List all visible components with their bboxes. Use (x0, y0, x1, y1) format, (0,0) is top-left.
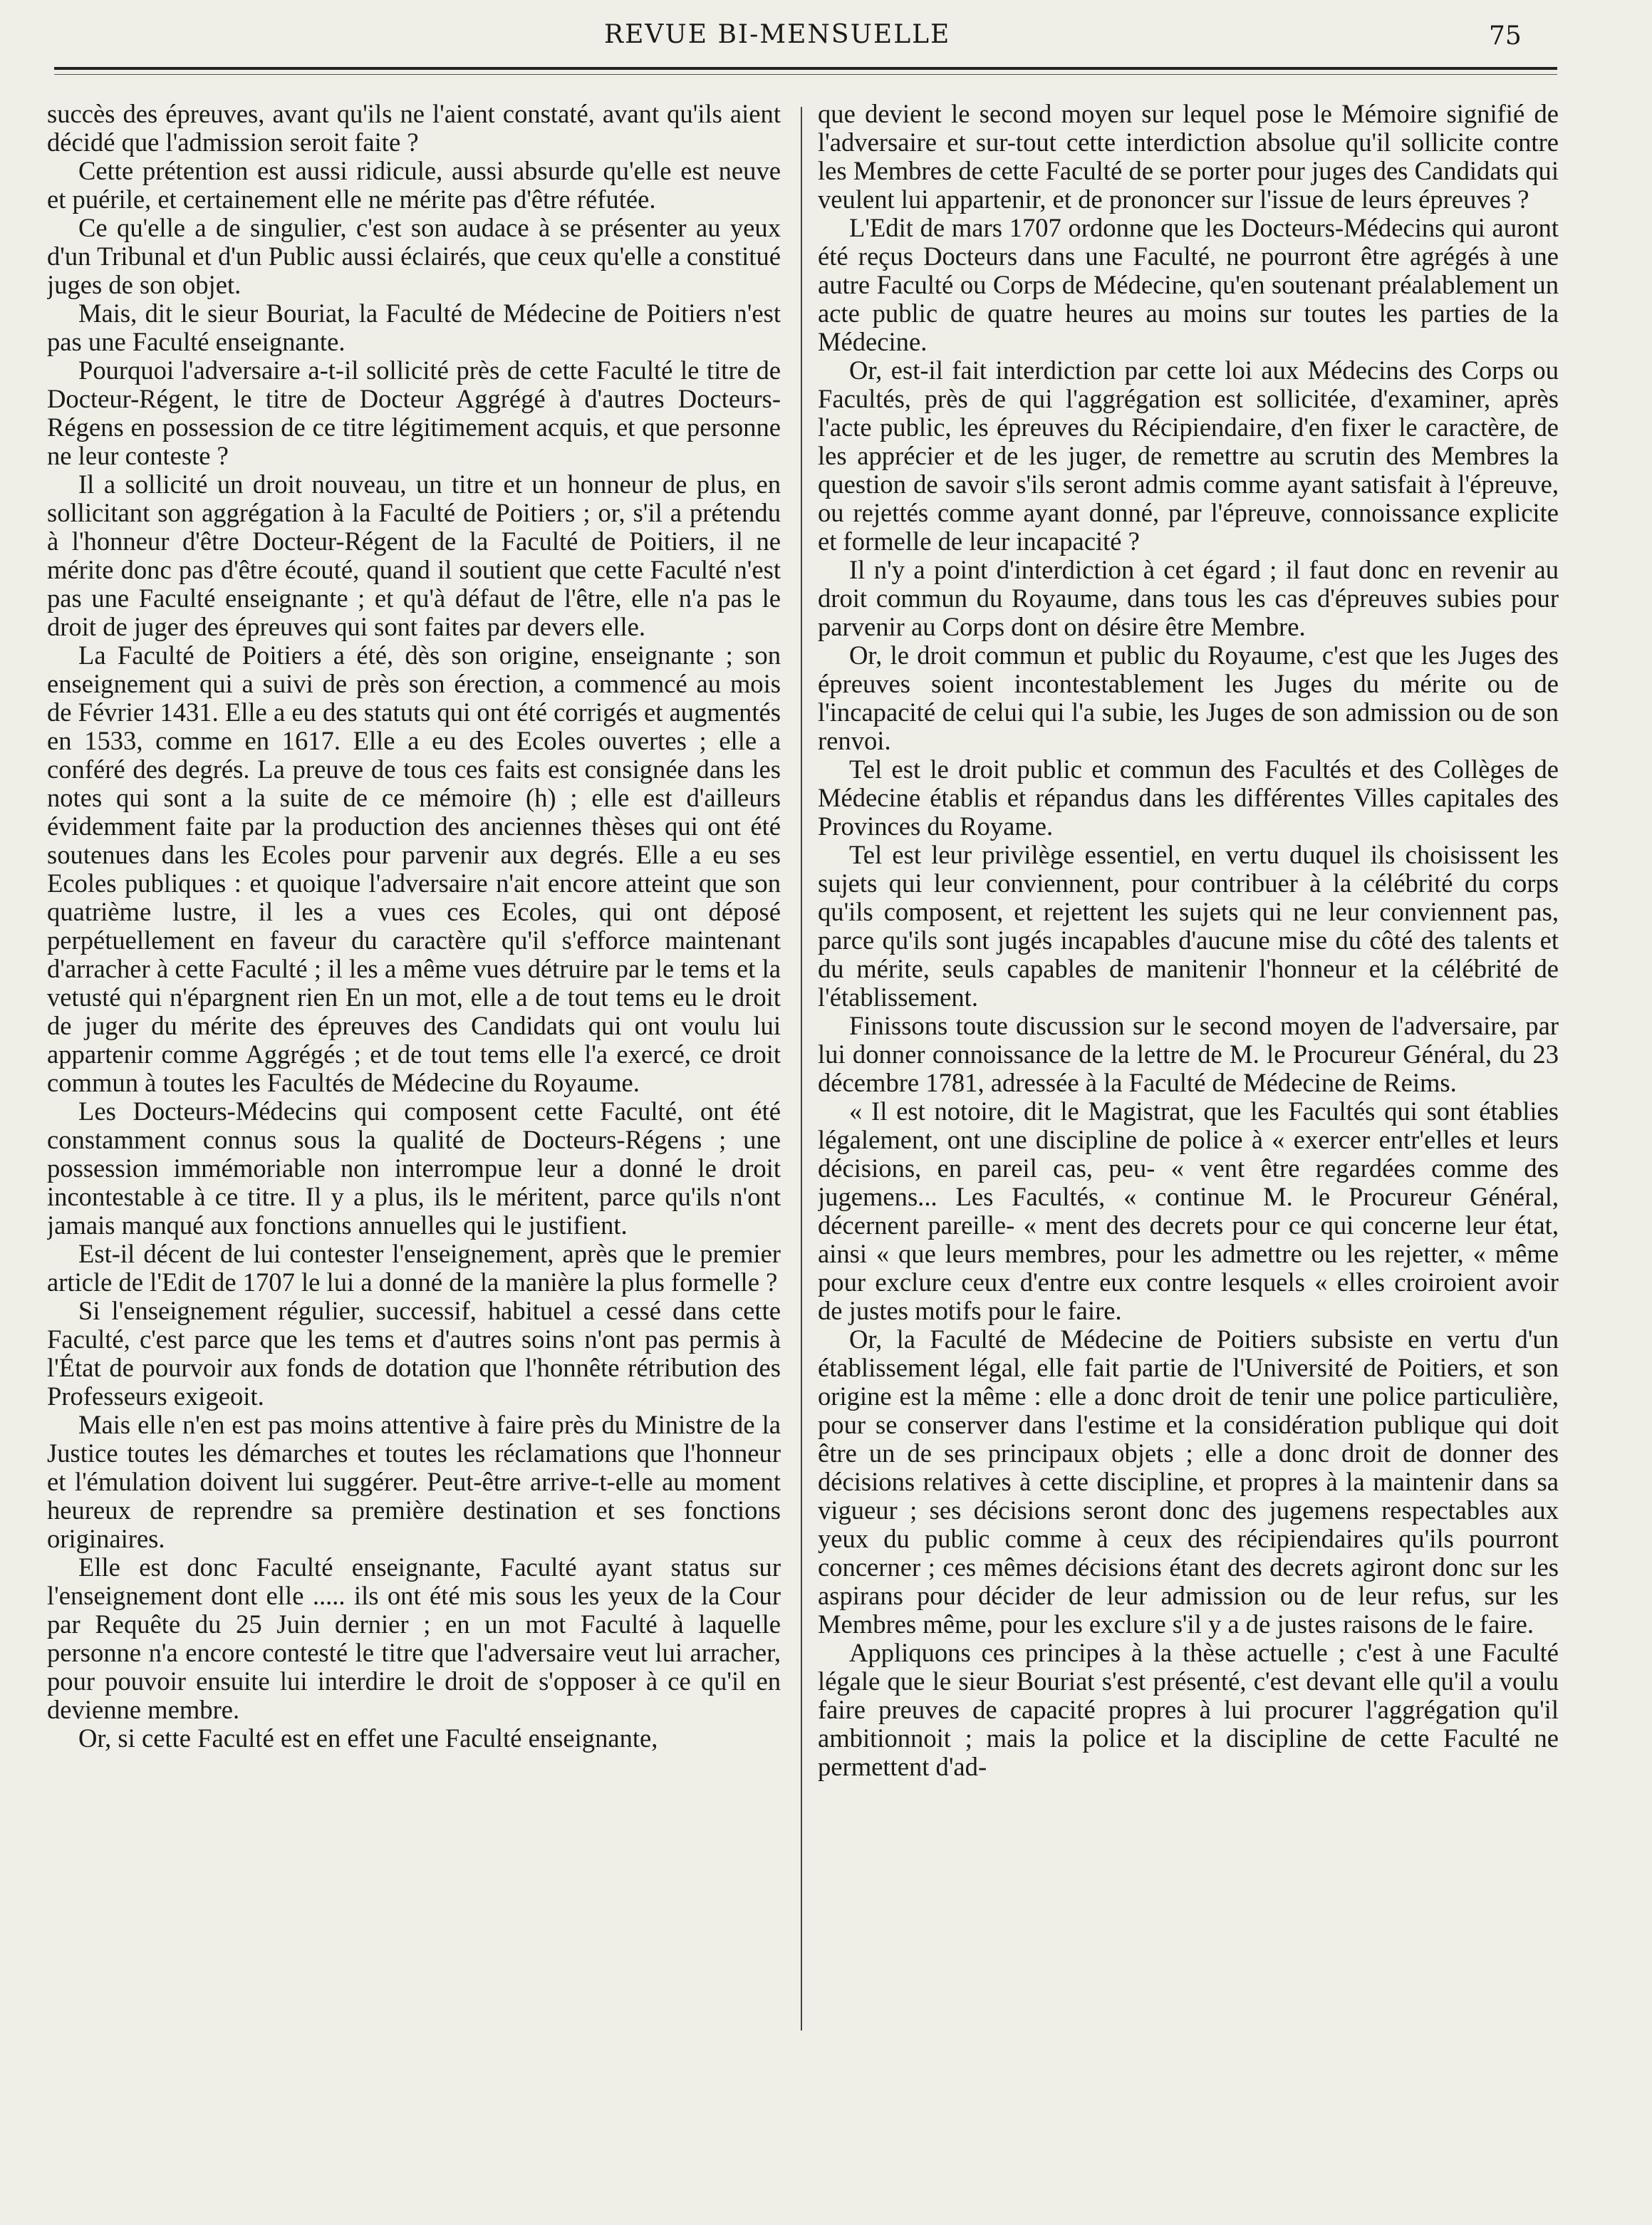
paragraph: Il a sollicité un droit nouveau, un titre et un honneur de plus, en sollicitant son aggrégation à la Faculté de Poitiers ; or, s'il a prétendu à l'honneur d'être Docteur-Régent de la Faculté de Poitiers, il ne mérite donc pas d'être écouté, quand il soutient que cette Faculté n'est pas une Faculté enseignante ; et qu'à défaut de l'être, elle n'a pas le droit de juger des épreuves qui sont faites par devers elle. (47, 470, 781, 641)
column-divider (801, 107, 802, 2030)
paragraph: Or, si cette Faculté est en effet une Faculté enseignante, (78, 1723, 658, 1753)
page-number: 75 (1489, 21, 1522, 51)
page-header (0, 16, 1652, 58)
paragraph: Si l'enseignement régulier, successif, habituel a cessé dans cette Faculté, c'est parce que les tems et d'autres soins n'ont pas permis à l'État de pourvoir aux fonds de dotation que l'honnête rétribution des Professeurs exigeoit. (47, 1296, 781, 1411)
quotation: « Il est notoire, dit le Magistrat, que les Facultés qui sont établies légalement, ont une discipline de police à « exercer entr'elles et leurs décisions, en pareil cas, peu- « vent être regardées comme des jugemens... Les Facultés, « continue M. le Procureur Général, décernent pareille- « ment des decrets pour ce qui concerne leur état, ainsi « que leurs membres, pour les admettre ou les rejetter, « même pour exclure ceux d'entre eux contre lesquels « elles croiroient avoir de justes motifs pour le faire. (818, 1096, 1559, 1325)
running-title: REVUE BI-MENSUELLE (604, 20, 951, 49)
header-rule-thin (54, 74, 1557, 75)
paragraph: L'Edit de mars 1707 ordonne que les Docteurs-Médecins qui auront été reçus Docteurs dans une Faculté, ne pourront être agrégés à une autre Faculté ou Corps de Médecine, qu'en soutenant préalablement un acte public de quatre heures au moins sur toutes les parties de la Médecine. (818, 213, 1559, 356)
paragraph: Or, la Faculté de Médecine de Poitiers subsiste en vertu d'un établissement légal, elle fait partie de l'Université de Poitiers, et son origine est la même : elle a donc droit de tenir une police particulière, pour se conserver dans l'estime et la considération publique qui doit être un de ses principaux objets ; elle a donc droit de donner des décisions relatives à cette discipline, et propres à la maintenir dans sa vigueur ; ses décisions seront donc des jugemens respectables aux yeux du public comme à ceux des récipiendaires qu'ils pourront concerner ; ces mêmes décisions étant des decrets agiront donc sur les aspirans pour décider de leur admission ou de leur refus, sur les Membres même, pour les exclure s'il y a de justes raisons de le faire. (818, 1324, 1559, 1639)
paragraph: Tel est le droit public et commun des Facultés et des Collèges de Médecine établis et répandus dans les différentes Villes capitales des Provinces du Royame. (818, 754, 1559, 841)
paragraph: Mais elle n'en est pas moins attentive à faire près du Ministre de la Justice toutes les démarches et toutes les réclamations que l'honneur et l'émulation doivent lui suggérer. Peut-être arrive-t-elle au moment heureux de reprendre sa première destination et ses fonctions originaires. (47, 1410, 781, 1553)
paragraph: Elle est donc Faculté enseignante, Faculté ayant status sur l'enseignement dont elle ..... ils ont été mis sous les yeux de la Cour par Requête du 25 Juin dernier ; en un mot Faculté à laquelle personne n'a encore contesté le titre que l'adversaire veut lui arracher, pour pouvoir ensuite lui interdire le droit de s'opposer à ce qu'il en devienne membre. (47, 1552, 781, 1724)
paragraph: Est-il décent de lui contester l'enseignement, après que le premier article de l'Edit de 1707 le lui a donné de la manière la plus formelle ? (47, 1239, 781, 1297)
paragraph: Les Docteurs-Médecins qui composent cette Faculté, ont été constamment connus sous la qualité de Docteurs-Régens ; une possession immémoriable non interrompue leur a donné le droit incontestable à ce titre. Il y a plus, ils le méritent, parce qu'ils n'ont jamais manqué aux fonctions annuelles qui le justifient. (47, 1096, 781, 1240)
paragraph: succès des épreuves, avant qu'ils ne l'aient constaté, avant qu'ils aient décidé que l'admission seroit faite ? (47, 100, 781, 157)
right-column (818, 100, 1559, 2038)
paragraph: Finissons toute discussion sur le second moyen de l'adversaire, par lui donner connoissance de la lettre de M. le Procureur Général, du 23 décembre 1781, adressée à la Faculté de Médecine de Reims. (818, 1011, 1559, 1097)
header-rule (54, 67, 1557, 70)
paragraph: Cette prétention est aussi ridicule, aussi absurde qu'elle est neuve et puérile, et certainement elle ne mérite pas d'être réfutée. (47, 156, 781, 214)
paragraph: que devient le second moyen sur lequel pose le Mémoire signifié de l'adversaire et sur-tout cette interdiction absolue qu'il sollicite contre les Membres de cette Faculté de se porter pour juges des Candidats qui veulent lui appartenir, et de prononcer sur l'issue de leurs épreuves ? (818, 100, 1559, 214)
paragraph: Pourquoi l'adversaire a-t-il sollicité près de cette Faculté le titre de Docteur-Régent, le titre de Docteur Aggrégé à d'autres Docteurs-Régens en possession de ce titre légitimement acquis, et que personne ne leur conteste ? (47, 356, 781, 470)
paragraph: Tel est leur privilège essentiel, en vertu duquel ils choisissent les sujets qui leur conviennent, pour contribuer à la célébrité du corps qu'ils composent, et rejettent les sujets qui ne leur conviennent pas, parce qu'ils sont jugés incapables d'aucune mise du côté des talents et du mérite, seuls capables de manitenir l'honneur et la célébrité de l'établissement. (818, 840, 1559, 1012)
paragraph: Or, le droit commun et public du Royaume, c'est que les Juges des épreuves soient incontestablement les Juges du mérite ou de l'incapacité de celui qui l'a subie, les Juges de son admission ou de son renvoi. (818, 640, 1559, 755)
left-column (47, 100, 781, 2038)
paragraph: Il n'y a point d'interdiction à cet égard ; il faut donc en revenir au droit commun du Royaume, dans tous les cas d'épreuves subies pour parvenir au Corps dont on désire être Membre. (818, 555, 1559, 641)
paragraph: Or, est-il fait interdiction par cette loi aux Médecins des Corps ou Facultés, près de qui l'aggrégation est sollicitée, d'examiner, après l'acte public, les épreuves du Récipiendaire, d'en fixer le caractère, de les apprécier et de les juger, de remettre au scrutin des Membres la question de savoir s'ils seront admis comme ayant satisfait à l'épreuve, ou rejettés comme ayant donné, par l'épreuve, connoissance explicite et formelle de leur incapacité ? (818, 356, 1559, 556)
paragraph: Ce qu'elle a de singulier, c'est son audace à se présenter au yeux d'un Tribunal et d'un Public aussi éclairés, que ceux qu'elle a constitué juges de son objet. (47, 213, 781, 299)
paragraph: Appliquons ces principes à la thèse actuelle ; c'est à une Faculté légale que le sieur Bouriat s'est présenté, c'est devant elle qu'il a voulu faire preuves de capacité propres à lui procurer l'aggrégation qu'il ambitionnoit ; mais la police et la discipline de cette Faculté ne permettent d'ad- (818, 1638, 1559, 1781)
paragraph: La Faculté de Poitiers a été, dès son origine, enseignante ; son enseignement qui a suivi de près son érection, a commencé au mois de Février 1431. Elle a eu des statuts qui ont été corrigés et augmentés en 1533, comme en 1617. Elle a eu des Ecoles ouvertes ; elle a conféré des degrés. La preuve de tous ces faits est consignée dans les notes qui sont a la suite de ce mémoire (h) ; elle est d'ailleurs évidemment faite par la production des anciennes thèses qui ont été soutenues dans les Ecoles pour parvenir aux degrés. Elle a eu ses Ecoles publiques : et quoique l'adversaire n'ait encore atteint que son quatrième lustre, il les a vues ces Ecoles, qui ont déposé perpétuellement en faveur du caractère qu'il s'efforce maintenant d'arracher à cette Faculté ; il les a même vues détruire par le tems et la vetusté qui n'épargnent rien En un mot, elle a de tout tems eu le droit de juger du mérite des épreuves des Candidats qui ont voulu lui appartenir comme Aggrégés ; et de tout tems elle l'a exercé, ce droit commun à toutes les Facultés de Médecine du Royaume. (47, 640, 781, 1097)
paragraph: Mais, dit le sieur Bouriat, la Faculté de Médecine de Poitiers n'est pas une Faculté enseignante. (47, 299, 781, 356)
